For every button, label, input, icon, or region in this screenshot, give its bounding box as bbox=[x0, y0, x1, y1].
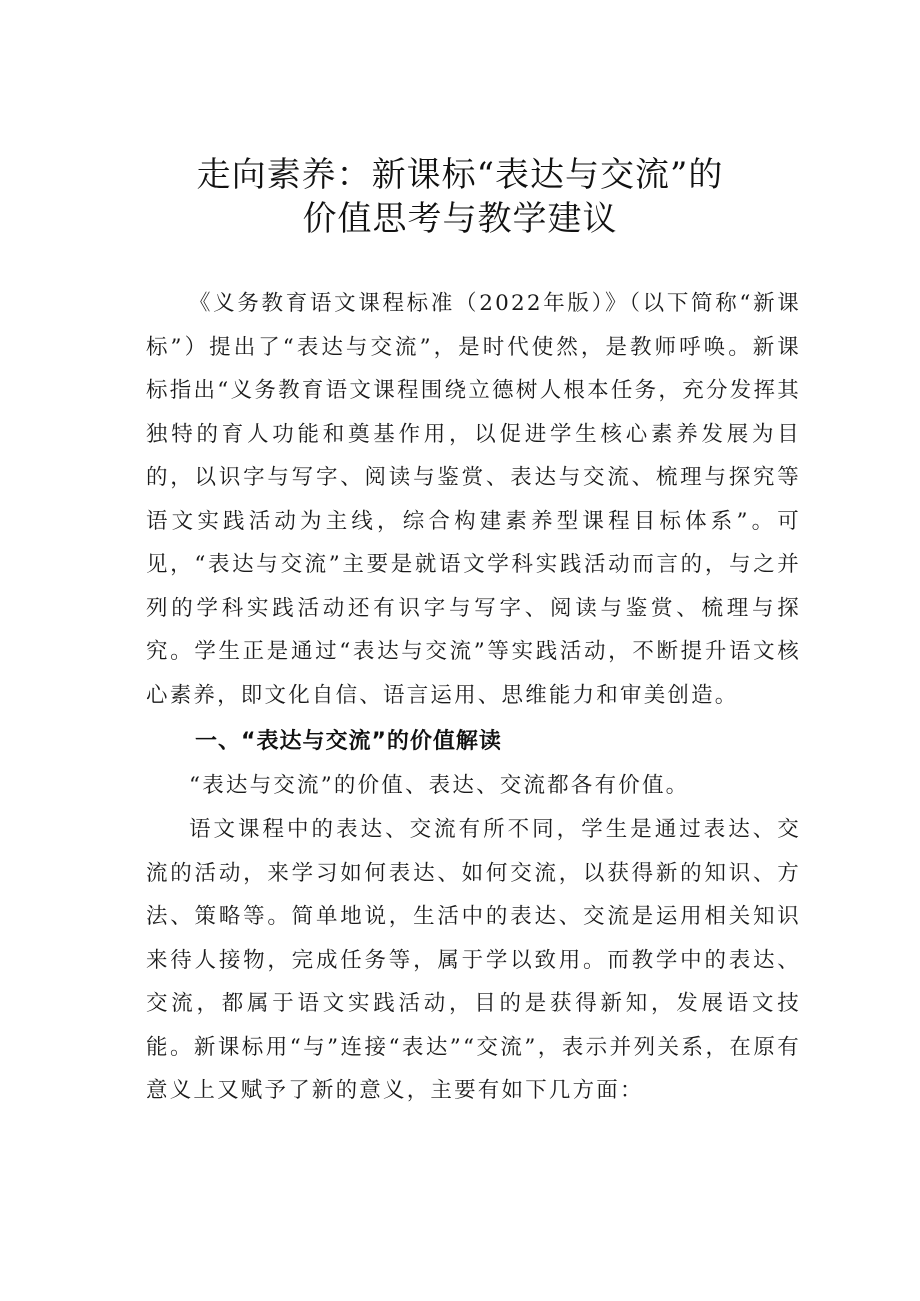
section-1-intro: “表达与交流”的价值、表达、交流都各有价值。 bbox=[189, 773, 690, 798]
document-title-line-2: 价值思考与教学建议 bbox=[302, 199, 618, 239]
document-title-line-1: 走向素养：新课标“表达与交流”的 bbox=[196, 155, 724, 195]
body-paragraph-1: 《义务教育语文课程标准（2022年版）》（以下简称“新课标”）提出了“表达与交流”，是时代使然，是教师呼唤。新课标指出“义务教育语文课程围绕立德树人根本任务，充分发挥其独特的育人功能和奠基作用，以促进学生核心素养发展为目的，以识字与写字、阅读与鉴赏、表达与交流、梳理与探究等语文实践活动为主线，综合构建素养型课程目标体系”。可见，“表达与交流”主要是就语文学科实践活动而言的，与之并列的学科实践活动还有识字与写字、阅读与鉴赏、梳理与探究。学生正是通过“表达与交流”等实践活动，不断提升语文核心素养，即文化自信、语言运用、思维能力和审美创造。 bbox=[146, 291, 801, 708]
section-1-heading: 一、“表达与交流”的价值解读 bbox=[195, 729, 502, 754]
body-paragraph-2: 语文课程中的表达、交流有所不同，学生是通过表达、交流的活动，来学习如何表达、如何交流，以获得新的知识、方法、策略等。简单地说，生活中的表达、交流是运用相关知识来待人接物，完成任务等，属于学以致用。而教学中的表达、交流，都属于语文实践活动，目的是获得新知，发展语文技能。新课标用“与”连接“表达”“交流”，表示并列关系，在原有意义上又赋予了新的意义，主要有如下几方面： bbox=[146, 817, 801, 1103]
